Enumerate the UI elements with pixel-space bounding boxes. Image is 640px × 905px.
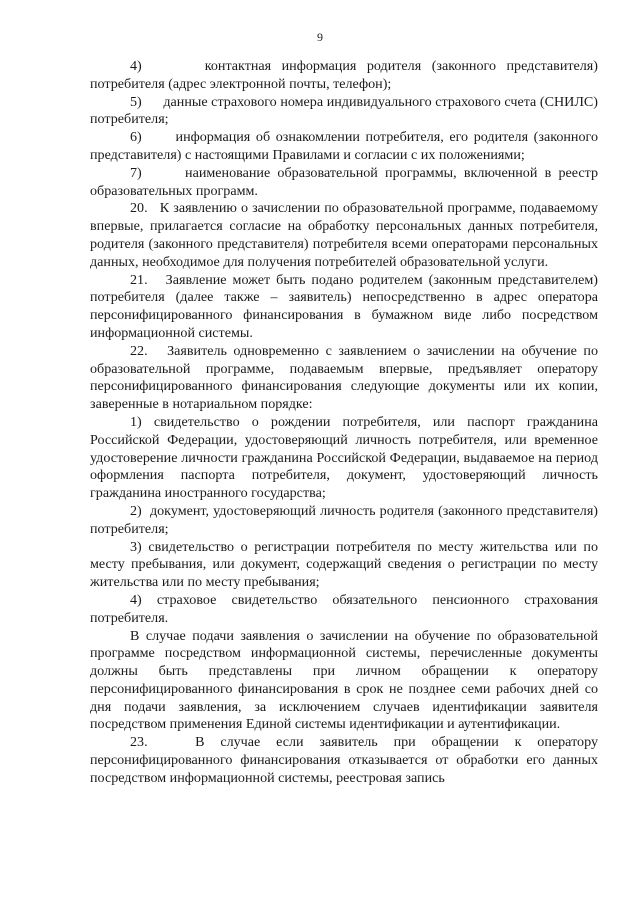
clause-20: 20. К заявлению о зачислении по образовательной программе, подаваемому впервые, прилагается согласие на обработку персональных данных потребителя, родителя (законного представителя) потребителя всеми операторами персональных данных, необходимое для получения потребителей образовательной услуги. [90, 200, 598, 270]
document-body [90, 58, 598, 788]
page-number: 9 [317, 30, 323, 44]
document-list-item-3: 3) свидетельство о регистрации потребителя по месту жительства или по месту пребывания, или документ, содержащий сведения о регистрации по месту жительства или по месту пребывания; [90, 538, 598, 591]
list-item-7-program-name: 7) наименование образовательной программы, включенной в реестр образовательных программ. [90, 164, 598, 199]
list-item-5-snils: 5) данные страхового номера индивидуального страхового счета (СНИЛС) потребителя; [90, 93, 598, 128]
clause-23: 23. В случае если заявитель при обращении к оператору персонифицированного финансирования отказывается от обработки его данных посредством информационной системы, реестровая запись [90, 734, 598, 786]
information-system-paragraph: В случае подачи заявления о зачислении на обучение по образовательной программе посредством информационной системы, перечисленные документы должны быть представлены при личном обращении к оператору персонифицированного финансирования в срок не позднее семи рабочих дней со дня подачи заявления, за исключением случаев идентификации заявителя посредством применения Единой системы идентификации и аутентификации. [90, 627, 598, 733]
clause-22: 22. Заявитель одновременно с заявлением о зачислении на обучение по образовательной программе, подаваемым впервые, предъявляет оператору персонифицированного финансирования следующие документы или их копии, заверенные в нотариальном порядке: [90, 342, 598, 413]
document-list-item-4: 4) страховое свидетельство обязательного пенсионного страхования потребителя. [90, 591, 598, 626]
list-item-6-acknowledgement: 6) информация об ознакомлении потребителя, его родителя (законного представителя) с настоящими Правилами и согласии с их положениями; [90, 129, 598, 163]
list-item-4-contact-info: 4) контактная информация родителя (законного представителя) потребителя (адрес электронной почты, телефон); [90, 58, 598, 92]
clause-21: 21. Заявление может быть подано родителем (законным представителем) потребителя (далее также – заявитель) непосредственно в адрес оператора персонифицированного финансирования в бумажном виде либо посредством информационной системы. [90, 271, 598, 341]
document-list-item-1: 1) свидетельство о рождении потребителя, или паспорт гражданина Российской Федерации, удостоверяющий личность потребителя, или временное удостоверение личности гражданина Российской Федерации, выдаваемое на период оформления паспорта потребителя, документ, удостоверяющий личность гражданина иностранного государства; [90, 413, 598, 502]
document-list-item-2: 2) документ, удостоверяющий личность родителя (законного представителя) потребителя; [90, 502, 598, 537]
